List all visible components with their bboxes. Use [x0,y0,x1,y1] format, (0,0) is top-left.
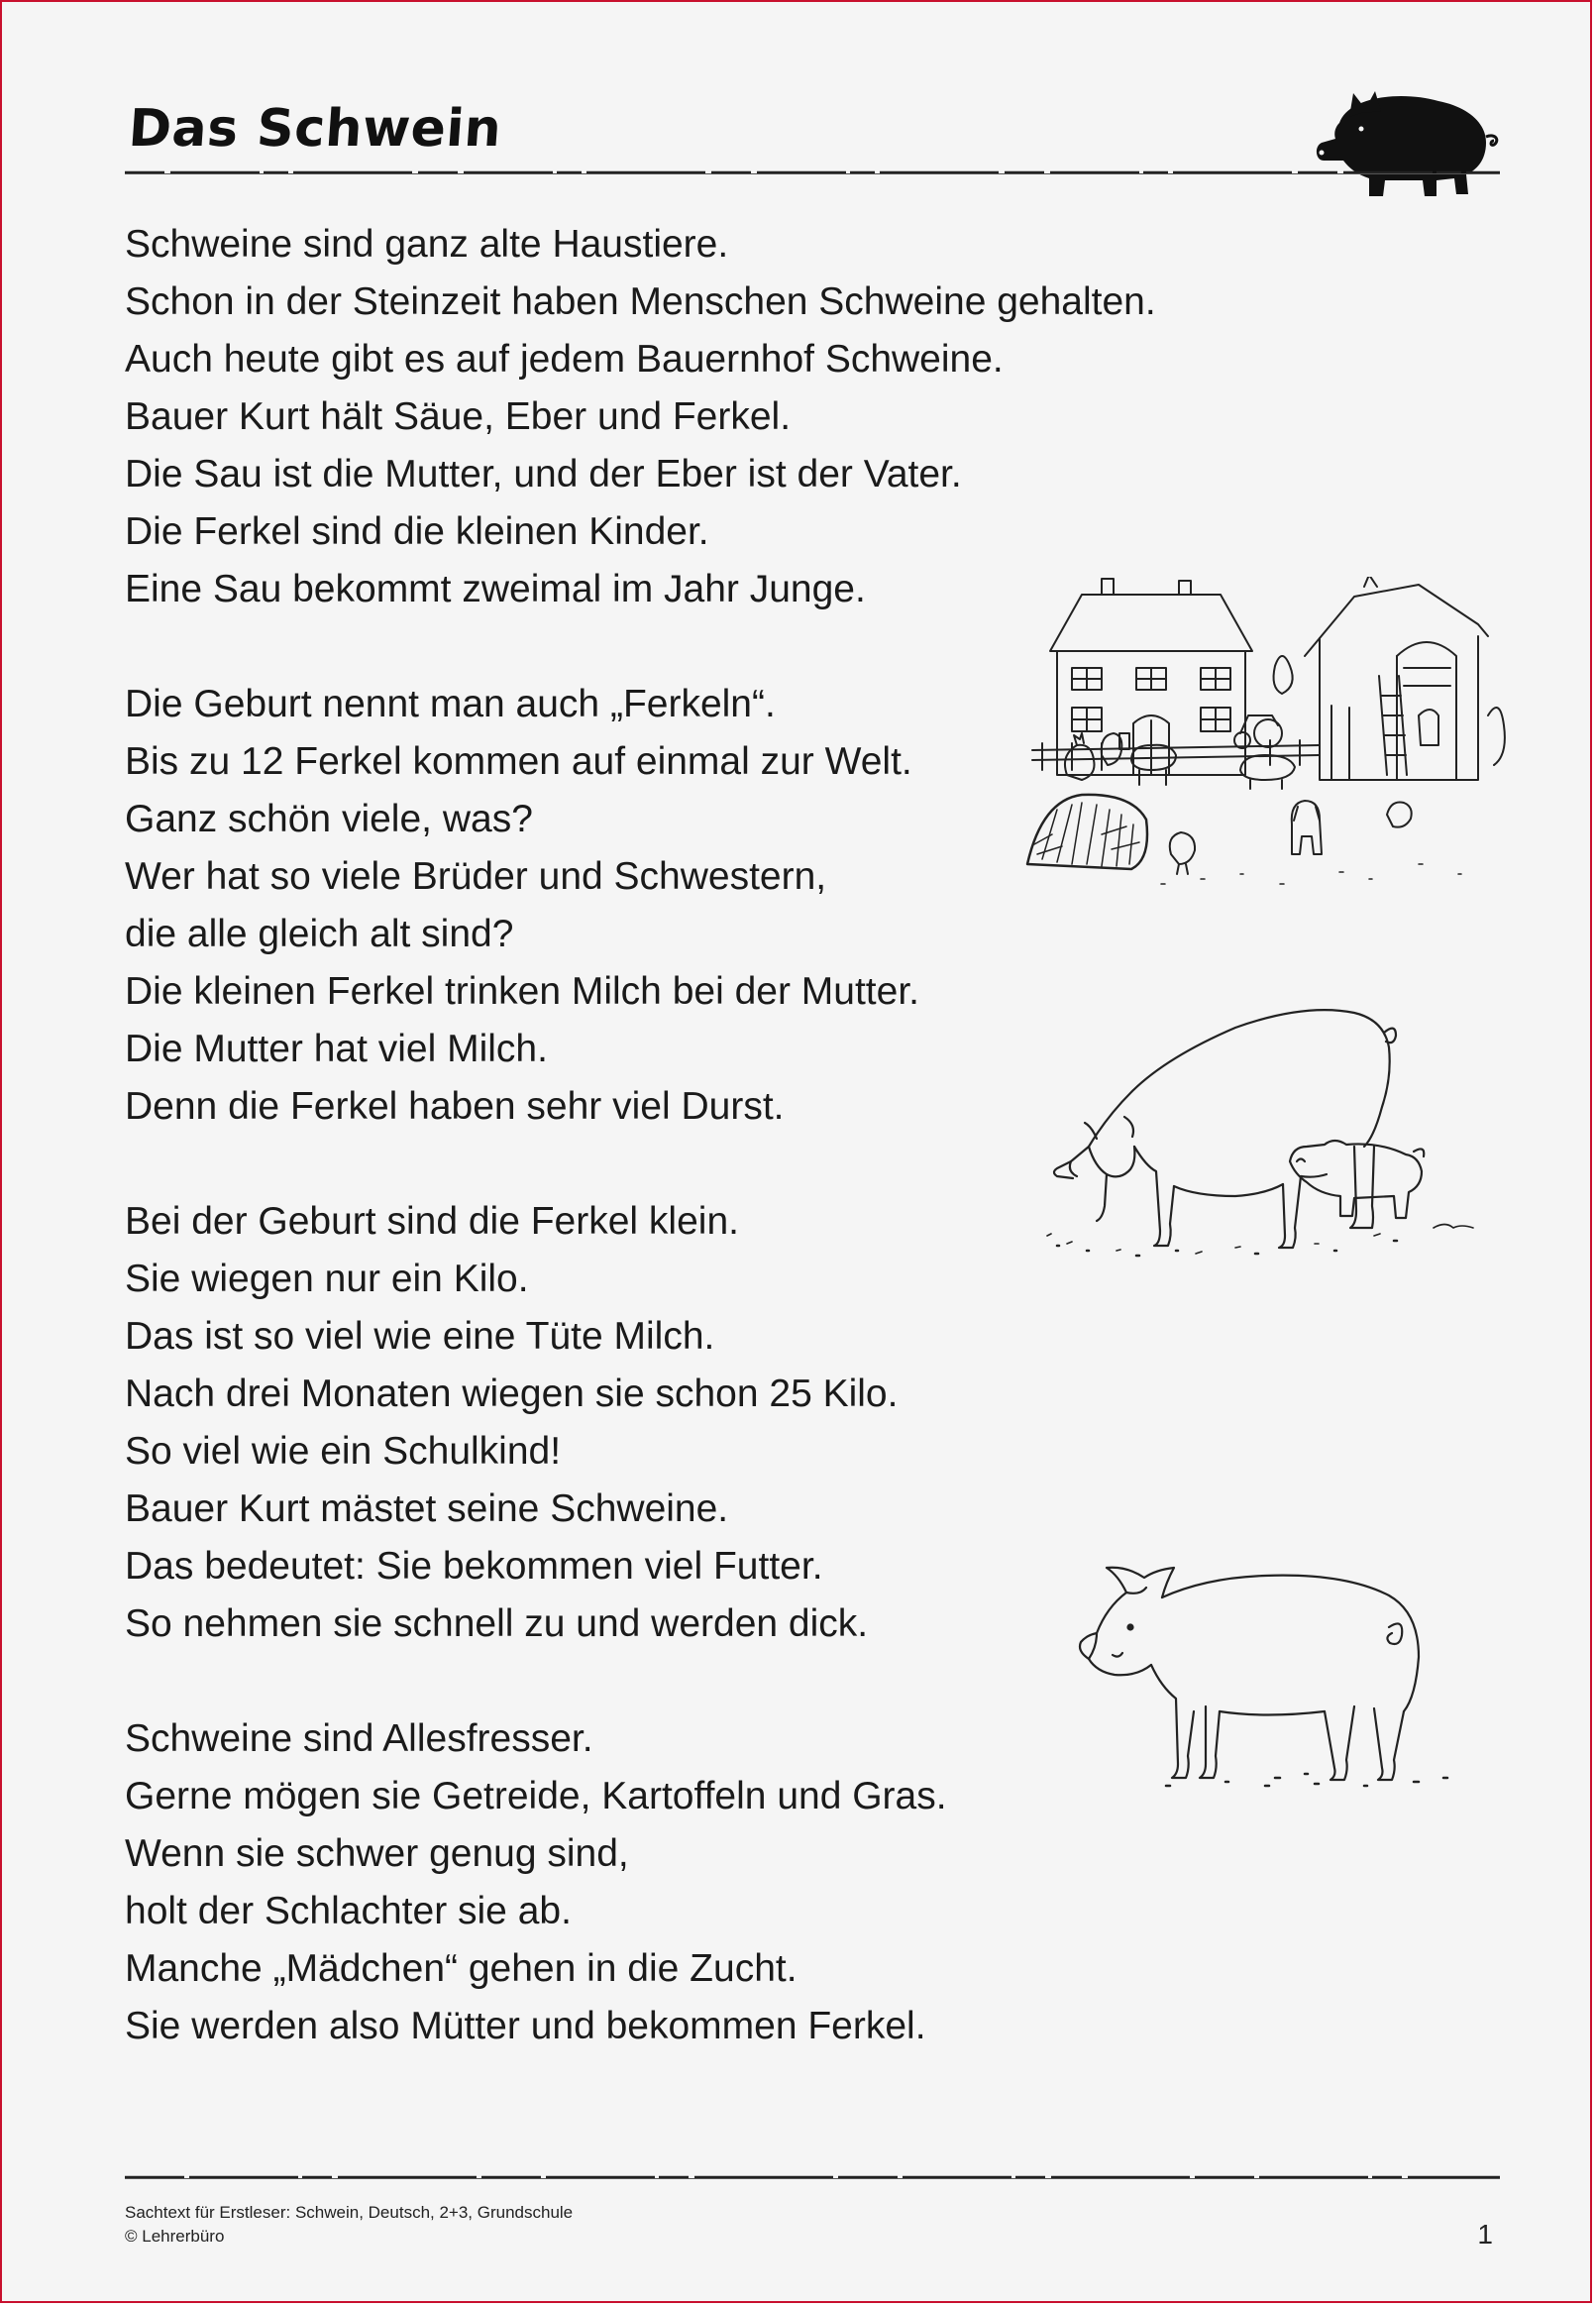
paragraph-growth [125,1193,1076,1653]
paragraph-food [125,1710,1076,2055]
text-line: Denn die Ferkel haben sehr viel Durst. [125,1085,785,1128]
footer-caption-line: Sachtext für Erstleser: Schwein, Deutsch, 2+3, Grundschule [125,2203,574,2222]
farm-illustration [1022,577,1508,889]
paragraph-birth [125,676,1076,1136]
sow-with-piglet-illustration [1037,998,1488,1261]
page-title: Das Schwein [126,99,504,159]
text-line: holt der Schlachter sie ab. [125,1890,572,1932]
paragraph-intro [125,216,1156,618]
text-line: Die Sau ist die Mutter, und der Eber ist der Vater. [125,453,962,495]
text-line: Ganz schön viele, was? [125,798,533,840]
text-line: Manche „Mädchen“ gehen in die Zucht. [125,1947,798,1990]
black-pig-silhouette-icon [1310,83,1502,200]
text-line: So viel wie ein Schulkind! [125,1430,562,1473]
text-line: Das ist so viel wie eine Tüte Milch. [125,1315,715,1358]
text-line: Sie wiegen nur ein Kilo. [125,1258,529,1300]
text-line: Bauer Kurt mästet seine Schweine. [125,1487,729,1530]
text-line: Die Mutter hat viel Milch. [125,1028,548,1070]
page-number: 1 [1477,2219,1493,2250]
footer-caption [125,2201,573,2249]
header-divider [125,168,1500,176]
text-line: Nach drei Monaten wiegen sie schon 25 Kilo. [125,1373,899,1415]
text-line: Die Ferkel sind die kleinen Kinder. [125,510,709,553]
text-line: Bis zu 12 Ferkel kommen auf einmal zur Welt. [125,740,912,783]
footer-copyright: © Lehrerbüro [125,2227,225,2246]
text-line: Die Geburt nennt man auch „Ferkeln“. [125,683,776,725]
main-text [125,216,1156,2113]
footer-divider [125,2173,1500,2181]
text-line: Auch heute gibt es auf jedem Bauernhof Schweine. [125,338,1004,381]
text-line: Das bedeutet: Sie bekommen viel Futter. [125,1545,823,1588]
text-line: So nehmen sie schnell zu und werden dick. [125,1602,869,1645]
text-line: Schon in der Steinzeit haben Menschen Schweine gehalten. [125,280,1156,323]
text-line: Eine Sau bekommt zweimal im Jahr Junge. [125,568,866,610]
text-line: die alle gleich alt sind? [125,913,514,955]
text-line: Bei der Geburt sind die Ferkel klein. [125,1200,739,1243]
young-pig-illustration [1067,1548,1463,1791]
text-line: Die kleinen Ferkel trinken Milch bei der Mutter. [125,970,919,1013]
text-line: Wer hat so viele Brüder und Schwestern, [125,855,827,898]
text-line: Schweine sind Allesfresser. [125,1717,593,1760]
text-line: Schweine sind ganz alte Haustiere. [125,223,729,266]
text-line: Sie werden also Mütter und bekommen Ferkel. [125,2005,926,2047]
text-line: Bauer Kurt hält Säue, Eber und Ferkel. [125,395,792,438]
text-line: Wenn sie schwer genug sind, [125,1832,629,1875]
text-line: Gerne mögen sie Getreide, Kartoffeln und Gras. [125,1775,947,1817]
